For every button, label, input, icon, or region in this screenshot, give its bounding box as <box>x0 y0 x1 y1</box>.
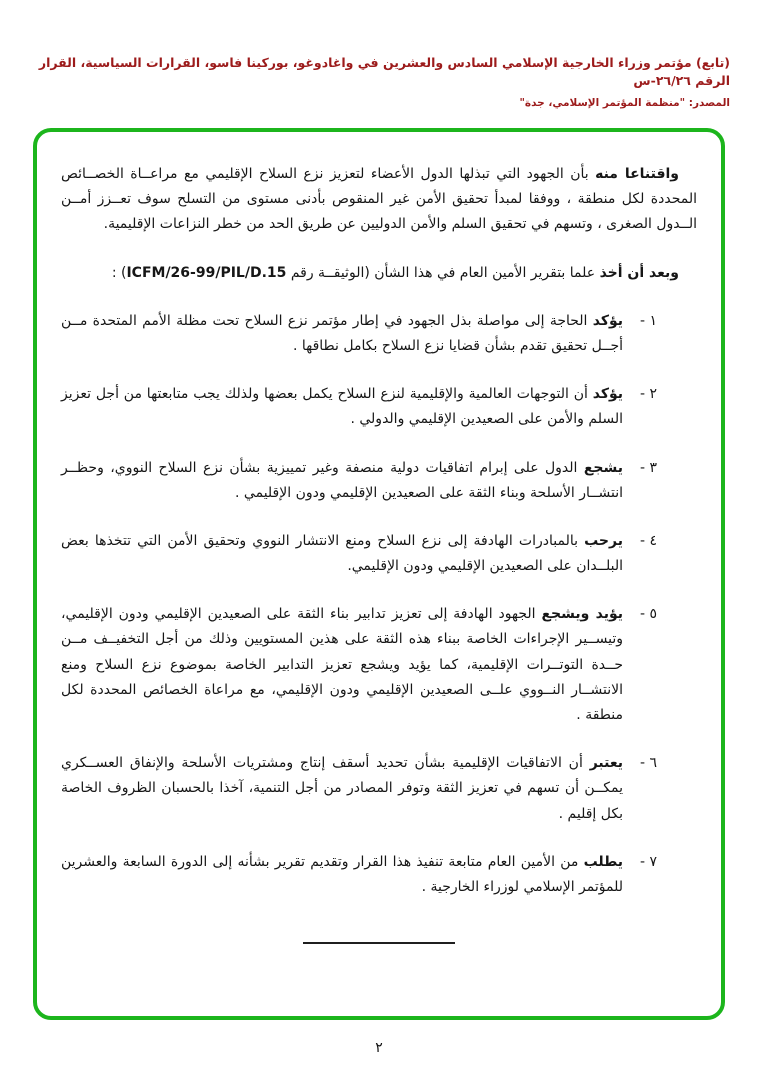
resolution-item <box>61 850 697 900</box>
item-lead-word: يعتبر <box>589 755 623 772</box>
item-number: ١ - <box>639 312 657 329</box>
item-lead-word: يشجع <box>583 459 623 476</box>
item-number: ٤ - <box>639 532 657 549</box>
noting-text: علما بتقرير الأمين العام في هذا الشأن (الوثيقــة رقم <box>286 264 600 281</box>
resolution-item <box>61 382 697 432</box>
item-text <box>61 309 623 359</box>
item-text <box>61 529 623 579</box>
item-body: الجهود الهادفة إلى تعزيز تدابير بناء الثقة على الصعيدين الإقليمي ودون الإقليمي، وتيســير الإجراءات الخاصة ببناء هذه الثقة على هذين المستويين وذلك من أجل التخفيــف مــن حــدة التوتــرات الإقليمية، كما يؤيد ويشجع تعزيز التدابير الخاصة بموضوع نزع السلاح ومنع الانتشــار النــووي علــى الصعيدين الإقليمي ودون الإقليمي، مع مراعاة الخصائص المحددة لكل منطقة . <box>61 606 623 723</box>
intro-paragraph <box>61 162 697 238</box>
item-number: ٥ - <box>639 606 657 623</box>
resolution-item <box>61 751 697 827</box>
item-text <box>61 382 623 432</box>
item-text <box>61 751 623 827</box>
item-number: ٢ - <box>639 386 657 403</box>
resolution-item <box>61 456 697 506</box>
item-lead-word: يؤيد ويشجع <box>541 606 623 623</box>
page-number: ٢ <box>375 1040 383 1056</box>
resolution-item <box>61 602 697 728</box>
item-body: بالمبادرات الهادفة إلى نزع السلاح ومنع الانتشار النووي وتحقيق الأمن التي تتخذها بعض البلــدان على الصعيدين الإقليمي ودون الإقليمي. <box>61 532 623 575</box>
item-number: ٦ - <box>639 755 657 772</box>
item-body: الدول على إبرام اتفاقيات دولية منصفة وغير تمييزية بشأن نزع السلاح النووي، وحظــر انتشــار الأسلحة وبناء الثقة على الصعيدين الإقليمي ودون الإقليمي . <box>61 459 623 501</box>
document-header <box>0 0 758 109</box>
item-text <box>61 602 623 728</box>
resolution-items-list <box>61 309 697 900</box>
resolution-item <box>61 529 697 579</box>
page-footer <box>0 1040 758 1056</box>
item-lead-word: يؤكد <box>592 312 623 329</box>
item-number: ٧ - <box>639 853 657 870</box>
resolution-item <box>61 309 697 359</box>
noting-tail: ) : <box>111 264 127 281</box>
intro-text: بأن الجهود التي تبذلها الدول الأعضاء لتعزيز نزع السلاح الإقليمي مع مراعــاة الخصــائص المحددة لكل منطقة ، ووفقا لمبدأ تحقيق الأمن غير المنقوص بأدنى مستوى من التسلح سوف تعــزز أمــن الــدول الصغرى ، وتسهم في تحقيق السلم والأمن الدوليين عن طريق الحد من خطر النزاعات الإقليمية. <box>61 166 697 233</box>
item-text <box>61 850 623 900</box>
item-body: من الأمين العام متابعة تنفيذ هذا القرار وتقديم تقرير بشأنه إلى الدورة السابعة والعشرين للمؤتمر الإسلامي لوزراء الخارجية . <box>61 853 623 895</box>
header-source-line: المصدر: "منظمة المؤتمر الإسلامي، جدة" <box>519 97 730 110</box>
item-lead-word: يؤكد <box>592 386 623 403</box>
header-title: (تابع) مؤتمر وزراء الخارجية الإسلامي السادس والعشرين في واغادوغو، بوركينا فاسو، القرارات السياسية، القرار الرقم ٢٦/٢٦-س <box>38 55 730 89</box>
noting-lead-word: وبعد أن أخذ <box>599 264 679 281</box>
item-body: الحاجة إلى مواصلة بذل الجهود في إطار مؤتمر نزع السلاح تحت مظلة الأمم المتحدة مــن أجــل تحقيق تقدم بشأن قضايا نزع السلاح بكامل نطاقها . <box>61 312 623 354</box>
item-lead-word: يرحب <box>584 532 623 549</box>
closing-rule <box>303 942 455 944</box>
item-lead-word: يطلب <box>583 853 623 870</box>
item-body: أن الاتفاقيات الإقليمية بشأن تحديد أسقف إنتاج ومشتريات الأسلحة والإنفاق العســكري يمكــن أن تسهم في تعزيز الثقة وتوفر المصادر من أجل التنمية، آخذا بالحسبان الظروف الخاصة بكل إقليم . <box>61 755 623 822</box>
item-body: أن التوجهات العالمية والإقليمية لنزع السلاح يكمل بعضها ولذلك يجب متابعتها من أجل تعزيز السلم والأمن على الصعيدين الإقليمي والدولي . <box>61 386 623 428</box>
intro-lead-word: واقتناعا منه <box>595 166 679 182</box>
resolution-border-box <box>33 128 725 1020</box>
item-text <box>61 456 623 506</box>
document-reference-number: ICFM/26-99/PIL/D.15 <box>126 264 287 281</box>
noting-paragraph <box>61 261 697 286</box>
item-number: ٣ - <box>639 459 657 476</box>
